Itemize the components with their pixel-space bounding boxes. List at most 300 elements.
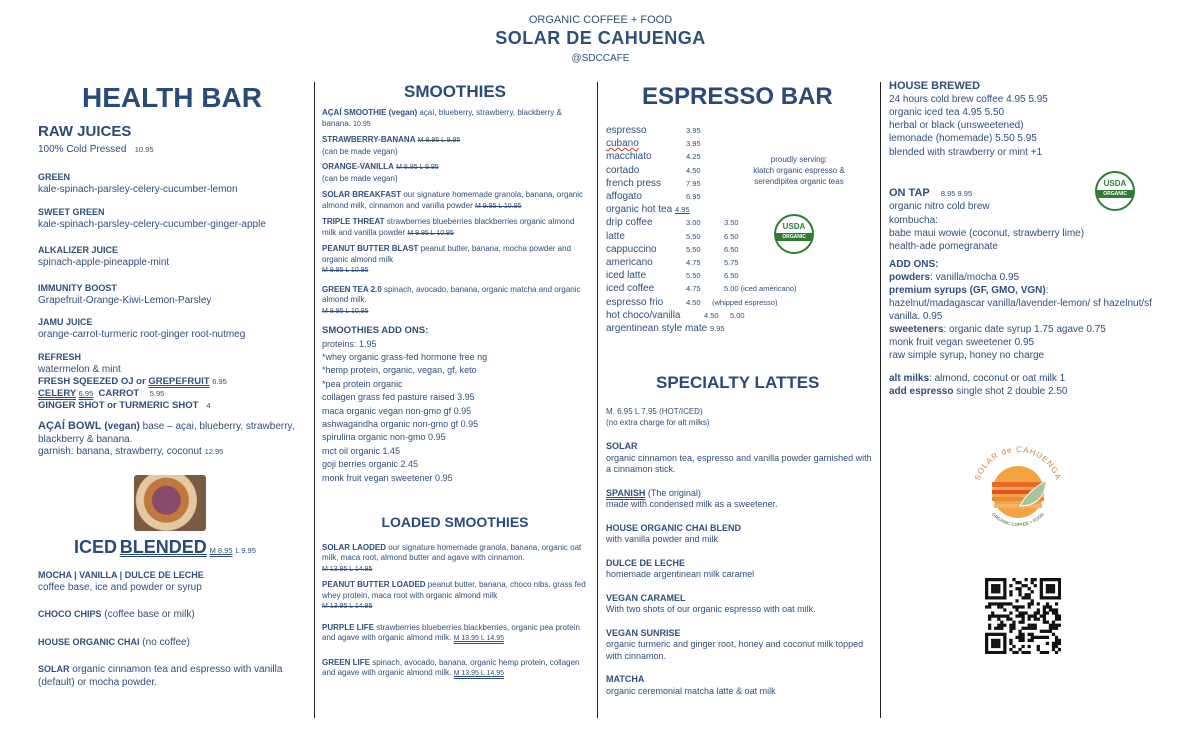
qr-module xyxy=(1009,624,1012,627)
add-ons-title: ADD ONS: xyxy=(889,258,939,270)
qr-module xyxy=(1055,614,1058,617)
qr-module xyxy=(1003,614,1006,617)
qr-module xyxy=(1040,584,1043,587)
qr-module xyxy=(997,578,1000,581)
qr-module xyxy=(1055,578,1058,581)
qr-module xyxy=(1018,590,1021,593)
qr-module xyxy=(988,578,991,581)
qr-module xyxy=(1031,639,1034,642)
qr-module xyxy=(1012,651,1015,654)
qr-module xyxy=(997,596,1000,599)
qr-module xyxy=(1015,599,1018,602)
espresso-title: ESPRESSO BAR xyxy=(642,83,833,110)
qr-module xyxy=(991,584,994,587)
qr-module xyxy=(1046,621,1049,624)
latte-item: VEGAN SUNRISE organic turmeric and ginger root, honey and coconut milk topped with cinnamon. xyxy=(606,627,864,661)
qr-module xyxy=(1025,584,1028,587)
raw-juices-note: 100% Cold Pressed xyxy=(38,143,127,155)
qr-module xyxy=(994,602,997,605)
qr-module xyxy=(1052,596,1055,599)
qr-module xyxy=(1043,618,1046,621)
qr-module xyxy=(985,645,988,648)
menu-row: americano 4.75 5.75 xyxy=(606,257,739,269)
lattes-price: M. 6.95 L 7.95 (HOT/ICED) (no extra charge for alt milks) xyxy=(606,407,710,428)
qr-module xyxy=(1034,624,1037,627)
menu-row: iced coffee 4.75 5.00 (iced americano) xyxy=(606,283,797,295)
qr-module xyxy=(1006,618,1009,621)
juice-item: SWEET GREEN kale-spinach-parsley-celery-cucumber-ginger-apple xyxy=(38,207,266,230)
qr-module xyxy=(1000,621,1003,624)
qr-module xyxy=(1046,651,1049,654)
qr-module xyxy=(1052,578,1055,581)
qr-module xyxy=(1003,596,1006,599)
qr-module xyxy=(1028,593,1031,596)
qr-module xyxy=(1058,596,1061,599)
qr-module xyxy=(1040,630,1043,633)
qr-module xyxy=(985,636,988,639)
on-tap-list: organic nitro cold brew kombucha: babe maui wowie (coconut, strawberry lime) health-ade pomegranate xyxy=(889,201,1085,253)
qr-module xyxy=(1021,618,1024,621)
qr-module xyxy=(1049,587,1052,590)
qr-code[interactable] xyxy=(985,578,1061,654)
smoothie-item: AÇAÍ SMOOTHIE (vegan) açaí, blueberry, strawberry, blackberry & banana. 10.95 xyxy=(322,108,562,128)
qr-module xyxy=(997,651,1000,654)
house-brewed-title: HOUSE BREWED xyxy=(889,80,981,92)
qr-module xyxy=(1025,578,1028,581)
qr-module xyxy=(1000,578,1003,581)
qr-module xyxy=(997,587,1000,590)
qr-module xyxy=(994,590,997,593)
house-brewed-list: 24 hours cold brew coffee 4.95 5.95 organic iced tea 4.95 5.50 herbal or black (unsweetened) lemonade (homemade) 5.50 5.95 blended with strawberry or mint +1 xyxy=(889,93,1048,158)
qr-module xyxy=(1055,642,1058,645)
qr-module xyxy=(997,639,1000,642)
qr-module xyxy=(985,605,988,608)
smoothie-item: TRIPLE THREAT strawberries blueberries blackberries organic almond milk and vanilla powder M 9.95 L 10.95 xyxy=(322,217,575,237)
qr-module xyxy=(994,587,997,590)
qr-module xyxy=(1031,602,1034,605)
qr-module xyxy=(1018,593,1021,596)
qr-module xyxy=(1003,636,1006,639)
qr-module xyxy=(1031,599,1034,602)
qr-module xyxy=(1025,627,1028,630)
qr-module xyxy=(1028,596,1031,599)
qr-module xyxy=(1025,651,1028,654)
qr-module xyxy=(1052,621,1055,624)
qr-module xyxy=(1018,633,1021,636)
divider xyxy=(314,82,315,718)
qr-module xyxy=(988,605,991,608)
qr-module xyxy=(1040,581,1043,584)
qr-module xyxy=(994,651,997,654)
lattes-list xyxy=(606,441,872,697)
qr-module xyxy=(1046,636,1049,639)
qr-module xyxy=(1015,587,1018,590)
qr-module xyxy=(1031,590,1034,593)
on-tap-title: ON TAP 8.95 9.95 xyxy=(889,186,973,199)
qr-module xyxy=(1009,627,1012,630)
qr-module xyxy=(1043,636,1046,639)
qr-module xyxy=(1049,584,1052,587)
qr-module xyxy=(1052,627,1055,630)
qr-module xyxy=(1046,596,1049,599)
qr-module xyxy=(985,648,988,651)
menu-row: affogato 6.95 xyxy=(606,191,701,203)
latte-item: MATCHA organic ceremonial matcha latte & oat milk xyxy=(606,674,776,696)
qr-module xyxy=(1021,611,1024,614)
qr-module xyxy=(1015,581,1018,584)
smoothies-title: SMOOTHIES xyxy=(403,82,506,101)
qr-module xyxy=(988,614,991,617)
qr-module xyxy=(988,633,991,636)
qr-module xyxy=(1055,611,1058,614)
qr-module xyxy=(1031,614,1034,617)
qr-module xyxy=(997,618,1000,621)
qr-module xyxy=(1037,618,1040,621)
usda-organic-seal: USDA ORGANIC xyxy=(774,214,814,254)
house-brewed-column xyxy=(889,80,1189,398)
qr-module xyxy=(1055,627,1058,630)
qr-module xyxy=(1040,651,1043,654)
health-bar-title: HEALTH BAR xyxy=(82,82,262,113)
qr-module xyxy=(1025,596,1028,599)
qr-module xyxy=(1046,590,1049,593)
latte-item: SPANISH (The original) made with condensed milk as a sweetener. xyxy=(606,487,778,510)
qr-module xyxy=(1034,578,1037,581)
menu-row: latte 5.50 6.50 xyxy=(606,230,739,242)
qr-module xyxy=(1028,605,1031,608)
qr-module xyxy=(991,596,994,599)
qr-module xyxy=(988,596,991,599)
qr-module xyxy=(1055,596,1058,599)
qr-module xyxy=(1009,630,1012,633)
qr-module xyxy=(1031,636,1034,639)
qr-module xyxy=(1043,578,1046,581)
qr-module xyxy=(1037,608,1040,611)
qr-module xyxy=(1028,645,1031,648)
qr-module xyxy=(991,642,994,645)
qr-module xyxy=(988,618,991,621)
qr-module xyxy=(1034,611,1037,614)
qr-module xyxy=(1009,642,1012,645)
menu-row: cortado 4.50 xyxy=(606,164,701,176)
qr-module xyxy=(1018,630,1021,633)
qr-module xyxy=(1021,633,1024,636)
qr-module xyxy=(997,633,1000,636)
qr-module xyxy=(1003,593,1006,596)
qr-module xyxy=(1012,645,1015,648)
qr-module xyxy=(985,596,988,599)
juice-item: GREEN kale-spinach-parsley-celery-cucumber-lemon xyxy=(38,172,238,195)
menu-row: espresso frio 4.50 (whipped espresso) xyxy=(606,296,778,308)
qr-module xyxy=(1018,648,1021,651)
qr-module xyxy=(1046,642,1049,645)
qr-module xyxy=(1028,651,1031,654)
qr-module xyxy=(1040,614,1043,617)
qr-module xyxy=(1055,639,1058,642)
qr-module xyxy=(997,642,1000,645)
qr-module xyxy=(1018,587,1021,590)
qr-module xyxy=(1058,584,1061,587)
qr-module xyxy=(1018,605,1021,608)
qr-module xyxy=(1055,624,1058,627)
qr-module xyxy=(1012,627,1015,630)
qr-module xyxy=(994,596,997,599)
qr-module xyxy=(991,633,994,636)
qr-module xyxy=(985,587,988,590)
qr-module xyxy=(1055,608,1058,611)
alt-milks: alt milks: almond, coconut or oat milk 1 add espresso single shot 2 double 2.50 xyxy=(889,373,1068,398)
smoothies-column xyxy=(322,82,588,680)
qr-module xyxy=(1018,611,1021,614)
qr-module xyxy=(1003,578,1006,581)
qr-module xyxy=(1043,611,1046,614)
qr-module xyxy=(1000,624,1003,627)
qr-module xyxy=(1031,624,1034,627)
qr-module xyxy=(1009,593,1012,596)
qr-module xyxy=(994,614,997,617)
qr-module xyxy=(994,578,997,581)
qr-module xyxy=(1043,621,1046,624)
qr-module xyxy=(1021,627,1024,630)
qr-module xyxy=(994,645,997,648)
menu-row: french press 7.95 xyxy=(606,177,701,189)
menu-header xyxy=(0,14,1201,64)
qr-module xyxy=(1043,608,1046,611)
loaded-item: GREEN LIFE spinach, avocado, banana, organic hemp protein, collagen and agave with organic almond milk. M 13.95 L 14.95 xyxy=(322,657,580,678)
qr-module xyxy=(1028,618,1031,621)
qr-module xyxy=(1012,621,1015,624)
qr-module xyxy=(1003,624,1006,627)
qr-module xyxy=(1043,614,1046,617)
menu-row: espresso 3.95 xyxy=(606,125,701,136)
qr-module xyxy=(1043,596,1046,599)
qr-module xyxy=(1015,608,1018,611)
qr-module xyxy=(985,639,988,642)
qr-module xyxy=(1003,581,1006,584)
latte-item: VEGAN CARAMEL With two shots of our organic espresso with oat milk. xyxy=(606,592,816,615)
qr-module xyxy=(1058,624,1061,627)
qr-module xyxy=(1021,614,1024,617)
qr-module xyxy=(1000,614,1003,617)
qr-module xyxy=(985,584,988,587)
juice-item: REFRESH watermelon & mint xyxy=(38,352,121,375)
qr-module xyxy=(1031,578,1034,581)
qr-module xyxy=(1021,584,1024,587)
qr-module xyxy=(985,642,988,645)
qr-module xyxy=(1058,648,1061,651)
qr-module xyxy=(1049,596,1052,599)
qr-module xyxy=(1046,602,1049,605)
qr-module xyxy=(1003,602,1006,605)
qr-module xyxy=(1009,584,1012,587)
qr-module xyxy=(1028,587,1031,590)
qr-module xyxy=(1049,590,1052,593)
smoothie-addons-list: proteins: 1.95 *whey organic grass-fed hormone free ng *hemp protein, organic, vegan, gf, keto *pea protein organic collagen grass fed pasture raised 3.95 maca organic vegan non-gmo gf 0.95 ashwagandha organic non-gmo gf 0.95 spirulina organic non-gmo 0.95 mct oil organic 1.45 goji berries organic 2.45 monk fruit vegan sweetener 0.95 xyxy=(322,338,488,483)
qr-module xyxy=(1031,627,1034,630)
qr-module xyxy=(991,602,994,605)
latte-item: SOLAR organic cinnamon tea, espresso and vanilla powder garnished with a cinnamon stick. xyxy=(606,441,872,475)
qr-module xyxy=(1012,578,1015,581)
qr-module xyxy=(1021,636,1024,639)
menu-row: cubano 3.95 xyxy=(606,138,701,150)
qr-module xyxy=(1058,578,1061,581)
qr-module xyxy=(991,639,994,642)
qr-module xyxy=(1058,639,1061,642)
svg-text:SOLAR de CAHUENGA: SOLAR de CAHUENGA xyxy=(972,444,1064,482)
qr-module xyxy=(1015,605,1018,608)
acai-bowl: AÇAÍ BOWL (vegan) base – açai, blueberry, strawberry, blackberry & banana. garnish: banana, strawberry, coconut 12.95 xyxy=(38,420,295,457)
qr-module xyxy=(997,602,1000,605)
qr-module xyxy=(991,611,994,614)
qr-module xyxy=(1003,608,1006,611)
qr-module xyxy=(1040,578,1043,581)
qr-module xyxy=(1015,614,1018,617)
smoothie-addons-title: SMOOTHIES ADD ONS: xyxy=(322,325,429,336)
divider xyxy=(880,82,881,718)
qr-module xyxy=(1058,618,1061,621)
qr-module xyxy=(1040,593,1043,596)
qr-module xyxy=(1052,584,1055,587)
qr-module xyxy=(1018,639,1021,642)
qr-module xyxy=(988,624,991,627)
qr-module xyxy=(1025,611,1028,614)
qr-module xyxy=(997,624,1000,627)
qr-module xyxy=(1003,633,1006,636)
menu-row: cappuccino 5.50 6.50 xyxy=(606,243,739,255)
qr-module xyxy=(1055,651,1058,654)
juice-item: JAMU JUICE orange-carrot-turmeric root-ginger root-nutmeg xyxy=(38,317,246,340)
qr-module xyxy=(1028,624,1031,627)
qr-module xyxy=(1049,608,1052,611)
qr-module xyxy=(1049,605,1052,608)
qr-module xyxy=(985,633,988,636)
qr-module xyxy=(1052,648,1055,651)
qr-module xyxy=(1006,614,1009,617)
qr-module xyxy=(997,627,1000,630)
loaded-smoothies-title: LOADED SMOOTHIES xyxy=(381,513,529,530)
qr-module xyxy=(1055,618,1058,621)
qr-module xyxy=(1000,596,1003,599)
health-bar-column xyxy=(38,82,304,689)
menu-row: argentinean style mate 9.95 xyxy=(606,323,725,335)
menu-row: organic hot tea 4.95 xyxy=(606,204,690,216)
qr-module xyxy=(1003,642,1006,645)
smoothie-item: SOLAR BREAKFAST our signature homemade granola, banana, organic almond milk, cinnamon and vanilla powder M 9.95 L 10.95 xyxy=(322,190,584,210)
qr-module xyxy=(1015,636,1018,639)
svg-text:ORGANIC COFFEE + FOOD: ORGANIC COFFEE + FOOD xyxy=(990,511,1046,528)
qr-module xyxy=(1003,651,1006,654)
qr-module xyxy=(1025,593,1028,596)
qr-module xyxy=(1003,645,1006,648)
qr-module xyxy=(1058,593,1061,596)
qr-module xyxy=(1034,627,1037,630)
acai-bowl-photo xyxy=(134,475,206,531)
qr-module xyxy=(1052,642,1055,645)
qr-module xyxy=(1031,633,1034,636)
header-handle: @SDCCAFE xyxy=(571,53,630,64)
qr-module xyxy=(1009,639,1012,642)
qr-module xyxy=(1052,590,1055,593)
qr-module xyxy=(1058,642,1061,645)
add-ons-list: powders: vanilla/mocha 0.95 premium syrups (GF, GMO, VGN): hazelnut/madagascar vanilla/lavender-lemon/ sf hazelnut/sf vanilla. 0.95 sweeteners: organic date syrup 1.75 agave 0.75 monk fruit vegan sweetener 0.95 raw simple syrup, honey no charge xyxy=(889,272,1152,362)
qr-module xyxy=(994,642,997,645)
qr-module xyxy=(1021,596,1024,599)
serving-note: proudly serving: klatch organic espresso & serendipitea organic teas xyxy=(753,155,845,186)
qr-module xyxy=(1058,587,1061,590)
qr-module xyxy=(1052,587,1055,590)
qr-module xyxy=(1043,630,1046,633)
smoothie-item: GREEN TEA 2.0 spinach, avocado, banana, organic matcha and organic almond milk. M 9.95 L 10.95 xyxy=(322,284,581,315)
smoothie-item: PEANUT BUTTER BLAST peanut butter, banana, mocha powder and organic almond milk M 9.95 L 10.95 xyxy=(322,244,572,274)
qr-module xyxy=(991,614,994,617)
qr-module xyxy=(991,645,994,648)
qr-module xyxy=(1046,584,1049,587)
qr-module xyxy=(1000,651,1003,654)
qr-module xyxy=(1003,584,1006,587)
qr-module xyxy=(1052,611,1055,614)
qr-module xyxy=(1000,605,1003,608)
qr-module xyxy=(1018,614,1021,617)
qr-module xyxy=(1046,605,1049,608)
usda-organic-seal: USDA ORGANIC xyxy=(1095,171,1135,211)
menu-row: hot choco/vanilla 4.50 5.00 xyxy=(606,309,745,321)
qr-module xyxy=(1040,590,1043,593)
qr-module xyxy=(1058,581,1061,584)
espresso-column xyxy=(606,82,872,697)
divider xyxy=(597,82,598,718)
qr-module xyxy=(988,602,991,605)
qr-module xyxy=(1043,605,1046,608)
qr-module xyxy=(1052,624,1055,627)
iced-item: CHOCO CHIPS (coffee base or milk) xyxy=(38,609,195,620)
juice-item: ALKALIZER JUICE spinach-apple-pineapple-mint xyxy=(38,245,170,268)
qr-module xyxy=(1003,590,1006,593)
iced-blended-title: ICED BLENDED M 8.95 L 9.95 xyxy=(74,536,256,557)
qr-module xyxy=(994,584,997,587)
qr-module xyxy=(1018,581,1021,584)
qr-module xyxy=(985,581,988,584)
qr-module xyxy=(1052,633,1055,636)
qr-module xyxy=(1021,605,1024,608)
header-subtitle: ORGANIC COFFEE + FOOD xyxy=(528,14,673,26)
qr-module xyxy=(991,590,994,593)
qr-module xyxy=(1040,596,1043,599)
qr-module xyxy=(1021,621,1024,624)
qr-module xyxy=(1034,618,1037,621)
qr-module xyxy=(991,651,994,654)
qr-module xyxy=(1046,587,1049,590)
qr-module xyxy=(1000,602,1003,605)
qr-module xyxy=(1049,627,1052,630)
menu-row: iced latte 5.50 6.50 xyxy=(606,270,739,282)
qr-module xyxy=(1034,636,1037,639)
iced-item: MOCHA | VANILLA | DULCE DE LECHE coffee base, ice and powder or syrup xyxy=(38,570,204,593)
qr-module xyxy=(1028,633,1031,636)
qr-module xyxy=(1009,648,1012,651)
qr-module xyxy=(1037,602,1040,605)
qr-module xyxy=(1055,636,1058,639)
qr-module xyxy=(1003,587,1006,590)
qr-module xyxy=(1037,636,1040,639)
qr-module xyxy=(1052,645,1055,648)
qr-module xyxy=(1000,627,1003,630)
qr-module xyxy=(1028,602,1031,605)
qr-module xyxy=(985,578,988,581)
qr-module xyxy=(997,614,1000,617)
iced-item: SOLAR organic cinnamon tea and espresso with vanilla (default) or mocha powder. xyxy=(38,664,283,688)
qr-module xyxy=(994,639,997,642)
qr-module xyxy=(1015,651,1018,654)
